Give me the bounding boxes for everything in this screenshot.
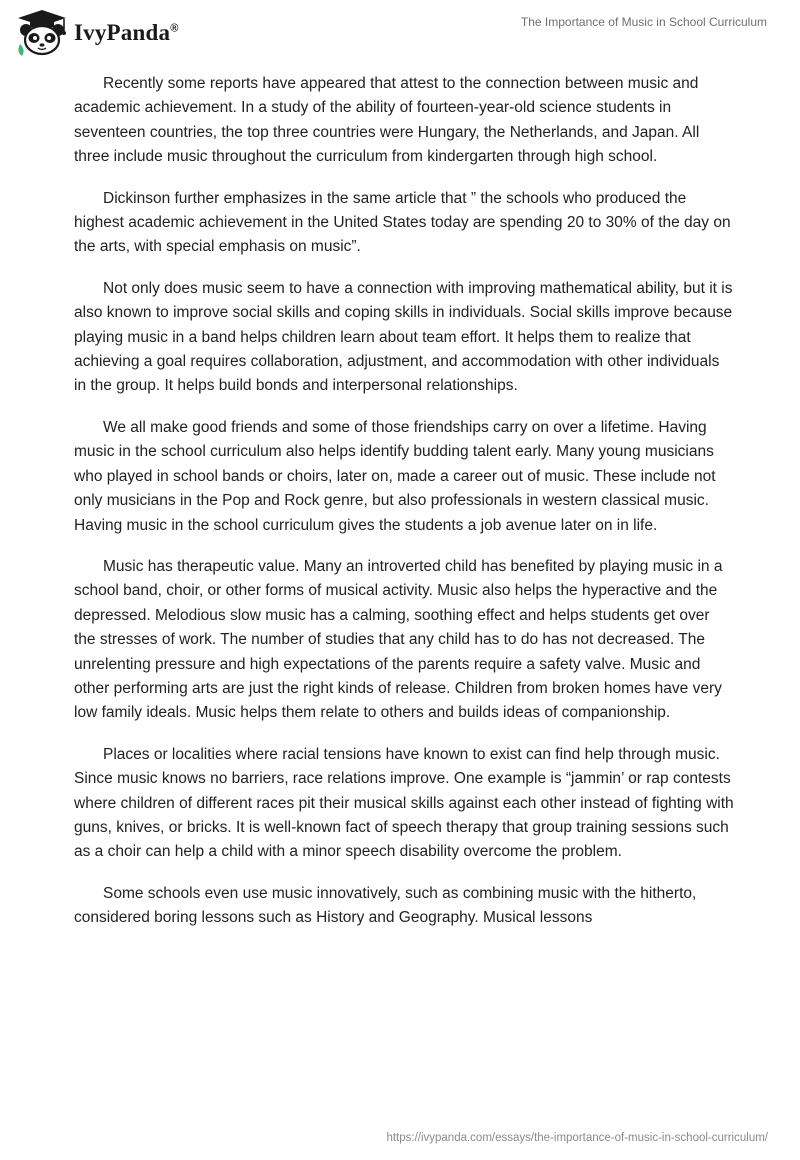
- brand-name: IvyPanda®: [74, 20, 179, 45]
- essay-body: [74, 72, 734, 948]
- page-header: [0, 0, 800, 70]
- paragraph: Places or localities where racial tensions have known to exist can find help through music. Since music knows no barriers, race relations improve. One example is “jammin’ or rap contests where children of different races pit their musical skills against each other instead of fighting with guns, knives, or bricks. It is well-known fact of speech therapy that group training sessions such as a choir can help a child with a minor speech disability overcome the problem.: [74, 745, 734, 861]
- paragraph: Music has therapeutic value. Many an introverted child has benefited by playing music in a school band, choir, or other forms of musical activity. Music also helps the hyperactive and the depressed. Melodious slow music has a calming, soothing effect and helps students get over the stresses of work. The number of studies that any child has to do has not decreased. The unrelenting pressure and high expectations of the parents require a safety valve. Music and other performing arts are just the right kinds of release. Children from broken homes have very low family ideals. Music helps them relate to others and builds ideas of companionship.: [74, 557, 723, 722]
- paragraph: Some schools even use music innovatively, such as combining music with the hitherto, considered boring lessons such as History and Geography. Musical lessons: [74, 884, 697, 927]
- ivypanda-logo[interactable]: [14, 8, 179, 58]
- registered-mark: ®: [170, 22, 179, 35]
- paragraph: Recently some reports have appeared that attest to the connection between music and academic achievement. In a study of the ability of fourteen-year-old science students in seventeen countries, the top three countries were Hungary, the Netherlands, and Japan. All three include music throughout the curriculum from kindergarten through high school.: [74, 75, 700, 166]
- paragraph: We all make good friends and some of those friendships carry on over a lifetime. Having music in the school curriculum also helps identify budding talent early. Many young musicians who played in school bands or choirs, later on, made a career out of music. These include not only musicians in the Pop and Rock genre, but also professionals in western classical music. Having music in the school curriculum gives the students a job avenue later on in life.: [74, 418, 716, 534]
- panda-graduate-icon: [14, 8, 70, 58]
- source-url[interactable]: https://ivypanda.com/essays/the-importance-of-music-in-school-curriculum/: [386, 1132, 768, 1144]
- document-title: The Importance of Music in School Curriculum: [520, 15, 767, 29]
- paragraph: Dickinson further emphasizes in the same article that ” the schools who produced the highest academic achievement in the United States today are spending 20 to 30% of the day on the arts, with special emphasis on music”.: [74, 189, 731, 256]
- paragraph: Not only does music seem to have a connection with improving mathematical ability, but it is also known to improve social skills and coping skills in individuals. Social skills improve because playing music in a band helps children learn about team effort. It helps them to realize that achieving a goal requires collaboration, adjustment, and accommodation with other individuals in the group. It helps build bonds and interpersonal relationships.: [74, 279, 733, 395]
